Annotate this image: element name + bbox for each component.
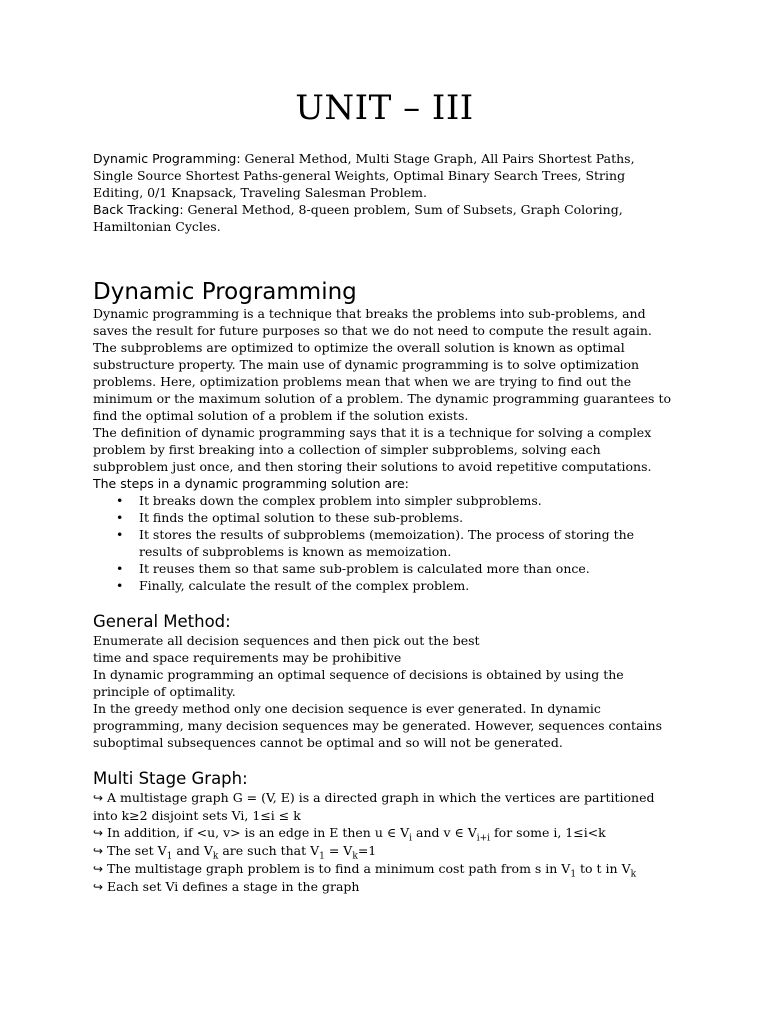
list-item: • It breaks down the complex problem into simpler subproblems. (93, 492, 676, 509)
gm-line-2: time and space requirements may be prohibitive (93, 650, 402, 665)
msg-item-4-text: The multistage graph problem is to find a minimum cost path from s in V (107, 861, 571, 876)
msg-item-2-text: for some i, 1≤i<k (490, 825, 606, 840)
hook-arrow-icon: ↪ (93, 791, 104, 805)
subscript: i+i (476, 833, 491, 844)
dp-steps-list (93, 492, 676, 594)
gm-heading: General Method: (93, 612, 231, 631)
msg-item-2-text: and v ∈ V (412, 825, 477, 840)
msg-heading: Multi Stage Graph: (93, 769, 248, 788)
dp-heading: Dynamic Programming (93, 279, 357, 305)
syllabus-bt-text: General Method, 8-queen problem, Sum of Subsets, Graph Coloring, Hamiltonian Cycles. (93, 202, 623, 234)
syllabus-bt-label: Back Tracking: (93, 202, 184, 217)
dp-steps-label: The steps in a dynamic programming solution are: (93, 476, 409, 491)
hook-arrow-icon: ↪ (93, 844, 104, 858)
msg-item-1 (93, 789, 676, 824)
subscript: 1 (319, 851, 325, 862)
unit-title: UNIT – III (295, 88, 474, 128)
msg-item-2 (93, 824, 676, 842)
msg-item-1-text: A multistage graph G = (V, E) is a directed graph in which the vertices are partitioned into k≥2 disjoint sets Vi, 1≤i ≤ k (93, 790, 655, 823)
msg-item-3-text: and V (172, 843, 213, 858)
list-item: • It stores the results of subproblems (memoization). The process of storing the results of subproblems is known as memoization. (93, 526, 676, 560)
hook-arrow-icon: ↪ (93, 880, 104, 894)
subscript: k (212, 851, 219, 862)
msg-item-3 (93, 842, 676, 860)
msg-item-3-text: =1 (357, 843, 377, 858)
list-item: • Finally, calculate the result of the complex problem. (93, 577, 676, 594)
msg-item-3-text: = V (324, 843, 353, 858)
section-dynamic-programming (93, 279, 676, 594)
syllabus-bt (93, 201, 676, 235)
section-general-method (93, 612, 676, 751)
list-item: • It finds the optimal solution to these sub-problems. (93, 509, 676, 526)
syllabus-dp (93, 150, 676, 201)
hook-arrow-icon: ↪ (93, 826, 104, 840)
subscript: 1 (570, 869, 577, 880)
msg-item-3-text: are such that V (218, 843, 320, 858)
gm-line-1: Enumerate all decision sequences and then pick out the best (93, 633, 480, 648)
syllabus-dp-label: Dynamic Programming: (93, 151, 241, 166)
gm-para-2: In the greedy method only one decision sequence is ever generated. In dynamic programming, many decision sequences may be generated. However, sequences contains suboptimal subsequences cannot be optimal and so will not be generated. (93, 701, 662, 750)
dp-para-2: The definition of dynamic programming says that it is a technique for solving a complex problem by first breaking into a collection of simpler subproblems, solving each subproblem just once, and then storing their solutions to avoid repetitive computations. (93, 425, 652, 474)
subscript: i (409, 833, 413, 844)
msg-item-3-text: The set V (107, 843, 167, 858)
dp-para-1: Dynamic programming is a technique that breaks the problems into sub-problems, and saves the result for future purposes so that we do not need to compute the result again. The subproblems are optimized to optimize the overall solution is known as optimal substructure property. The main use of dynamic programming is to solve optimization problems. Here, optimization problems mean that when we are trying to find out the minimum or the maximum solution of a problem. The dynamic programming guarantees to find the optimal solution of a problem if the solution exists. (93, 306, 671, 423)
hook-arrow-icon: ↪ (93, 862, 104, 876)
subscript: 1 (166, 851, 173, 862)
msg-item-2-text: In addition, if <u, v> is an edge in E then u ∈ V (107, 825, 410, 840)
msg-item-4-text: to t in V (576, 861, 631, 876)
msg-item-5-text: Each set Vi defines a stage in the graph (107, 879, 360, 894)
msg-item-4 (93, 860, 676, 878)
gm-para-1: In dynamic programming an optimal sequence of decisions is obtained by using the principle of optimality. (93, 667, 624, 699)
subscript: k (630, 869, 637, 880)
msg-item-5 (93, 878, 676, 896)
subscript: k (352, 851, 358, 862)
list-item: • It reuses them so that same sub-problem is calculated more than once. (93, 560, 676, 577)
syllabus-dp-text: General Method, Multi Stage Graph, All Pairs Shortest Paths, Single Source Shortest Paths-general Weights, Optimal Binary Search Trees, String Editing, 0/1 Knapsack, Traveling Salesman Problem. (93, 151, 635, 200)
section-multi-stage-graph (93, 769, 676, 896)
syllabus-block (93, 150, 676, 235)
